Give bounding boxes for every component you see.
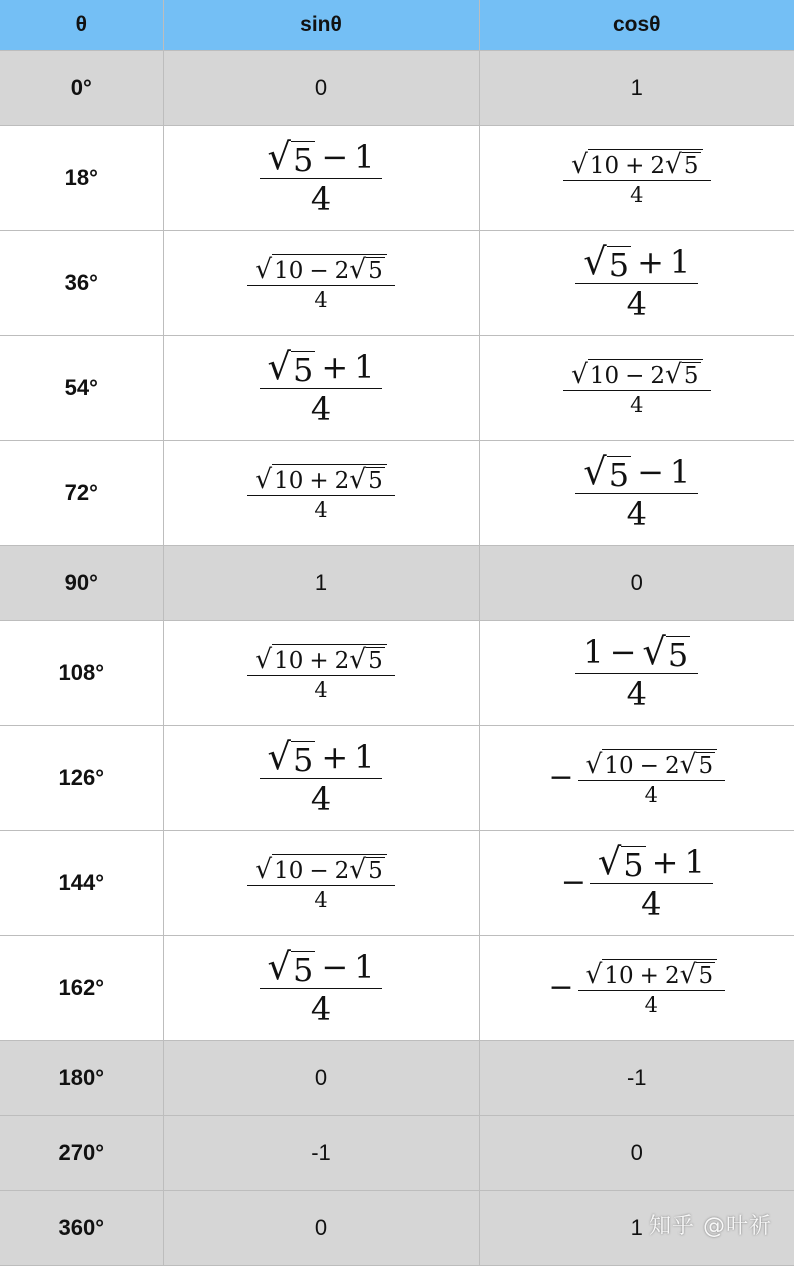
math-radicand bbox=[621, 845, 645, 884]
math-sqrt: √ bbox=[665, 358, 682, 390]
math-sqrt bbox=[586, 959, 718, 988]
angle-cell: 36° bbox=[0, 231, 163, 336]
cos-value-cell: 0 bbox=[479, 1116, 794, 1191]
cos-value-cell: 0 bbox=[479, 546, 794, 621]
math-minus: − bbox=[609, 633, 637, 672]
math-radicand bbox=[366, 857, 385, 883]
header-theta: θ bbox=[0, 0, 163, 51]
math-minus: − bbox=[321, 138, 349, 177]
cos-value-cell bbox=[479, 336, 794, 441]
math-one: 1 bbox=[583, 633, 604, 672]
math-fraction bbox=[260, 734, 383, 818]
math-five: 5 bbox=[683, 153, 699, 180]
cos-value-cell bbox=[479, 231, 794, 336]
math-expression bbox=[260, 134, 383, 218]
cos-value-cell bbox=[479, 126, 794, 231]
angle-cell: 18° bbox=[0, 126, 163, 231]
math-plus: + bbox=[651, 843, 679, 882]
table-row bbox=[0, 231, 794, 336]
angle-cell: 144° bbox=[0, 831, 163, 936]
cos-value-cell: -1 bbox=[479, 1041, 794, 1116]
math-negative-sign: − bbox=[560, 865, 586, 900]
math-five: 5 bbox=[368, 258, 383, 285]
math-expression bbox=[560, 839, 713, 923]
math-sqrt bbox=[349, 853, 385, 885]
math-ten: 10 bbox=[604, 963, 634, 990]
math-sqrt bbox=[267, 734, 316, 779]
math-numerator bbox=[563, 359, 711, 391]
math-sqrt: √ bbox=[349, 463, 367, 495]
math-denominator: 4 bbox=[644, 993, 658, 1018]
math-sqrt bbox=[267, 944, 316, 989]
table-row bbox=[0, 1041, 794, 1116]
sin-value-cell: 0 bbox=[163, 1041, 479, 1116]
watermark-text: 知乎 @叶祈 bbox=[649, 1214, 772, 1239]
table-row bbox=[0, 831, 794, 936]
math-radicand bbox=[272, 854, 387, 883]
math-radicand bbox=[666, 635, 690, 674]
math-expression bbox=[247, 464, 395, 523]
math-five: 5 bbox=[698, 963, 714, 990]
table-row bbox=[0, 1116, 794, 1191]
cos-value-cell: 1 bbox=[479, 1191, 794, 1266]
math-fraction bbox=[247, 644, 395, 703]
table-header-row bbox=[0, 0, 794, 51]
math-sqrt bbox=[571, 359, 703, 388]
math-sqrt: √ bbox=[679, 748, 697, 780]
angle-cell: 270° bbox=[0, 1116, 163, 1191]
math-numerator bbox=[260, 944, 383, 989]
math-numerator bbox=[575, 239, 698, 284]
math-numerator bbox=[247, 644, 395, 676]
math-numerator bbox=[590, 839, 713, 884]
math-minus: − bbox=[639, 753, 659, 780]
math-sqrt bbox=[267, 134, 316, 179]
math-denominator: 4 bbox=[630, 183, 644, 208]
math-plus: + bbox=[625, 153, 645, 180]
math-sqrt: √ bbox=[583, 239, 607, 283]
math-minus: − bbox=[625, 363, 645, 390]
math-sqrt bbox=[665, 358, 701, 390]
math-sqrt bbox=[349, 463, 385, 495]
math-ten: 10 bbox=[589, 153, 620, 180]
sin-value-cell bbox=[163, 621, 479, 726]
math-radicand bbox=[607, 455, 631, 494]
math-five: 5 bbox=[667, 635, 689, 674]
math-expression bbox=[575, 239, 698, 323]
math-sqrt: √ bbox=[570, 148, 588, 180]
math-expression bbox=[548, 749, 725, 808]
math-radicand bbox=[272, 464, 387, 493]
math-denominator: 4 bbox=[310, 779, 332, 818]
math-numerator bbox=[247, 854, 395, 886]
math-one: 1 bbox=[354, 948, 375, 987]
math-denominator: 4 bbox=[310, 389, 332, 428]
math-sqrt bbox=[267, 344, 316, 389]
math-radicand bbox=[291, 140, 315, 179]
math-sqrt bbox=[679, 958, 716, 990]
math-minus: − bbox=[309, 858, 329, 885]
math-ten: 10 bbox=[274, 258, 304, 285]
math-sqrt bbox=[679, 748, 716, 780]
math-radicand bbox=[602, 959, 717, 988]
math-five: 5 bbox=[368, 468, 383, 495]
math-radicand bbox=[366, 647, 385, 673]
header-cos: cosθ bbox=[479, 0, 794, 51]
math-numerator bbox=[578, 959, 726, 991]
math-minus: − bbox=[637, 453, 664, 492]
cos-value-cell: 1 bbox=[479, 51, 794, 126]
math-numerator bbox=[578, 749, 726, 781]
math-five: 5 bbox=[292, 950, 314, 989]
math-five: 5 bbox=[608, 455, 630, 494]
math-ten: 10 bbox=[274, 648, 304, 675]
sin-value-cell bbox=[163, 441, 479, 546]
math-two: 2 bbox=[650, 363, 666, 390]
math-sqrt bbox=[571, 149, 703, 178]
math-five: 5 bbox=[368, 648, 383, 675]
math-sqrt bbox=[255, 644, 387, 673]
math-sqrt: √ bbox=[255, 463, 273, 495]
table-row bbox=[0, 126, 794, 231]
math-fraction bbox=[575, 239, 698, 323]
math-plus: + bbox=[309, 468, 329, 495]
math-sqrt: √ bbox=[583, 449, 607, 493]
angle-cell: 126° bbox=[0, 726, 163, 831]
math-sqrt: √ bbox=[570, 358, 588, 390]
math-radicand bbox=[588, 359, 703, 388]
math-expression bbox=[247, 644, 395, 703]
math-fraction bbox=[260, 944, 383, 1028]
math-expression bbox=[575, 449, 698, 533]
math-two: 2 bbox=[334, 468, 350, 495]
math-denominator: 4 bbox=[310, 179, 332, 218]
math-numerator bbox=[260, 344, 383, 389]
math-sqrt: √ bbox=[267, 344, 291, 388]
math-two: 2 bbox=[664, 753, 680, 780]
math-denominator: 4 bbox=[644, 783, 658, 808]
math-sqrt: √ bbox=[679, 958, 697, 990]
math-two: 2 bbox=[650, 153, 666, 180]
math-fraction bbox=[260, 134, 383, 218]
math-expression bbox=[260, 344, 383, 428]
math-radicand bbox=[366, 467, 385, 493]
angle-cell: 180° bbox=[0, 1041, 163, 1116]
math-plus: + bbox=[639, 963, 659, 990]
math-sqrt: √ bbox=[267, 134, 291, 178]
math-radicand bbox=[272, 254, 387, 283]
math-five: 5 bbox=[292, 740, 314, 779]
sin-value-cell: 0 bbox=[163, 51, 479, 126]
angle-cell: 360° bbox=[0, 1191, 163, 1266]
math-sqrt bbox=[349, 643, 385, 675]
math-two: 2 bbox=[334, 648, 350, 675]
math-two: 2 bbox=[664, 963, 680, 990]
math-minus: − bbox=[309, 258, 329, 285]
math-two: 2 bbox=[334, 258, 350, 285]
math-sqrt: √ bbox=[597, 839, 622, 883]
math-one: 1 bbox=[354, 138, 375, 177]
math-fraction bbox=[575, 629, 698, 713]
table-row bbox=[0, 936, 794, 1041]
sin-value-cell: -1 bbox=[163, 1116, 479, 1191]
angle-cell: 90° bbox=[0, 546, 163, 621]
sin-value-cell: 1 bbox=[163, 546, 479, 621]
math-denominator: 4 bbox=[626, 494, 647, 533]
table-row bbox=[0, 441, 794, 546]
math-fraction bbox=[563, 149, 711, 208]
math-numerator bbox=[260, 134, 383, 179]
sin-value-cell bbox=[163, 936, 479, 1041]
table-row bbox=[0, 336, 794, 441]
table-row bbox=[0, 726, 794, 831]
math-negative-sign: − bbox=[548, 970, 574, 1005]
math-fraction bbox=[247, 254, 395, 313]
math-sqrt bbox=[665, 148, 701, 180]
angle-cell: 54° bbox=[0, 336, 163, 441]
cos-value-cell bbox=[479, 621, 794, 726]
math-radicand bbox=[682, 152, 701, 178]
sin-value-cell bbox=[163, 336, 479, 441]
cos-value-cell bbox=[479, 726, 794, 831]
math-sqrt bbox=[255, 854, 387, 883]
math-denominator: 4 bbox=[626, 284, 647, 323]
math-plus: + bbox=[321, 348, 349, 387]
math-ten: 10 bbox=[274, 858, 304, 885]
sin-value-cell bbox=[163, 831, 479, 936]
math-sqrt: √ bbox=[255, 853, 273, 885]
angle-cell: 0° bbox=[0, 51, 163, 126]
math-five: 5 bbox=[292, 140, 314, 179]
math-sqrt: √ bbox=[349, 253, 367, 285]
math-one: 1 bbox=[684, 843, 705, 882]
math-sqrt bbox=[642, 629, 690, 674]
math-expression bbox=[548, 959, 725, 1018]
math-expression bbox=[260, 734, 383, 818]
math-denominator: 4 bbox=[641, 884, 662, 923]
math-denominator: 4 bbox=[310, 989, 332, 1028]
math-sqrt bbox=[583, 239, 631, 284]
math-expression bbox=[575, 629, 698, 713]
math-fraction bbox=[575, 449, 698, 533]
math-denominator: 4 bbox=[626, 674, 647, 713]
math-five: 5 bbox=[683, 363, 699, 390]
math-five: 5 bbox=[608, 245, 630, 284]
cos-value-cell bbox=[479, 831, 794, 936]
math-radicand bbox=[607, 245, 631, 284]
math-sqrt bbox=[597, 839, 646, 884]
math-sqrt: √ bbox=[255, 253, 273, 285]
math-fraction bbox=[563, 359, 711, 418]
math-radicand bbox=[696, 752, 715, 778]
math-one: 1 bbox=[354, 738, 375, 777]
cos-value-cell bbox=[479, 936, 794, 1041]
math-fraction bbox=[247, 464, 395, 523]
math-sqrt bbox=[255, 464, 387, 493]
math-one: 1 bbox=[669, 453, 691, 492]
table-row bbox=[0, 546, 794, 621]
math-five: 5 bbox=[292, 350, 314, 389]
math-sqrt bbox=[583, 449, 631, 494]
math-radicand bbox=[291, 950, 315, 989]
math-fraction bbox=[578, 959, 726, 1018]
math-radicand bbox=[272, 644, 387, 673]
math-sqrt: √ bbox=[267, 944, 291, 988]
math-ten: 10 bbox=[274, 468, 304, 495]
table-row bbox=[0, 51, 794, 126]
math-expression bbox=[563, 359, 711, 418]
math-denominator: 4 bbox=[314, 678, 328, 703]
math-one: 1 bbox=[669, 243, 691, 282]
table-row bbox=[0, 621, 794, 726]
math-one: 1 bbox=[354, 348, 375, 387]
math-numerator bbox=[247, 464, 395, 496]
angle-cell: 72° bbox=[0, 441, 163, 546]
sin-value-cell bbox=[163, 726, 479, 831]
math-sqrt: √ bbox=[665, 148, 682, 180]
table-body bbox=[0, 51, 794, 1266]
math-radicand bbox=[366, 257, 385, 283]
math-sqrt: √ bbox=[349, 643, 367, 675]
cos-value-cell bbox=[479, 441, 794, 546]
math-numerator bbox=[260, 734, 383, 779]
math-minus: − bbox=[321, 948, 349, 987]
math-plus: + bbox=[637, 243, 664, 282]
math-radicand bbox=[291, 740, 315, 779]
sin-value-cell bbox=[163, 231, 479, 336]
math-fraction bbox=[260, 344, 383, 428]
math-ten: 10 bbox=[589, 363, 620, 390]
math-two: 2 bbox=[334, 858, 350, 885]
math-radicand bbox=[291, 350, 315, 389]
math-plus: + bbox=[309, 648, 329, 675]
sin-value-cell bbox=[163, 126, 479, 231]
angle-cell: 162° bbox=[0, 936, 163, 1041]
math-numerator bbox=[563, 149, 711, 181]
math-ten: 10 bbox=[604, 753, 634, 780]
math-denominator: 4 bbox=[314, 288, 328, 313]
math-sqrt: √ bbox=[255, 643, 273, 675]
math-expression bbox=[247, 254, 395, 313]
math-fraction bbox=[578, 749, 726, 808]
math-five: 5 bbox=[368, 858, 383, 885]
math-five: 5 bbox=[698, 753, 714, 780]
math-sqrt bbox=[349, 253, 385, 285]
math-fraction bbox=[590, 839, 713, 923]
math-expression bbox=[563, 149, 711, 208]
math-radicand bbox=[602, 749, 717, 778]
math-sqrt: √ bbox=[349, 853, 367, 885]
math-denominator: 4 bbox=[314, 888, 328, 913]
header-sin: sinθ bbox=[163, 0, 479, 51]
math-fraction bbox=[247, 854, 395, 913]
math-sqrt bbox=[586, 749, 718, 778]
math-radicand bbox=[588, 149, 703, 178]
math-expression bbox=[247, 854, 395, 913]
math-numerator bbox=[575, 629, 698, 674]
math-numerator bbox=[575, 449, 698, 494]
math-sqrt: √ bbox=[585, 958, 603, 990]
math-denominator: 4 bbox=[314, 498, 328, 523]
math-sqrt bbox=[255, 254, 387, 283]
math-sqrt: √ bbox=[642, 629, 666, 673]
math-plus: + bbox=[321, 738, 349, 777]
math-radicand bbox=[696, 962, 715, 988]
math-denominator: 4 bbox=[630, 393, 644, 418]
math-sqrt: √ bbox=[585, 748, 603, 780]
angle-cell: 108° bbox=[0, 621, 163, 726]
math-sqrt: √ bbox=[267, 734, 291, 778]
math-five: 5 bbox=[623, 845, 644, 884]
math-numerator bbox=[247, 254, 395, 286]
math-radicand bbox=[682, 362, 701, 388]
sin-value-cell: 0 bbox=[163, 1191, 479, 1266]
math-expression bbox=[260, 944, 383, 1028]
math-negative-sign: − bbox=[548, 760, 574, 795]
